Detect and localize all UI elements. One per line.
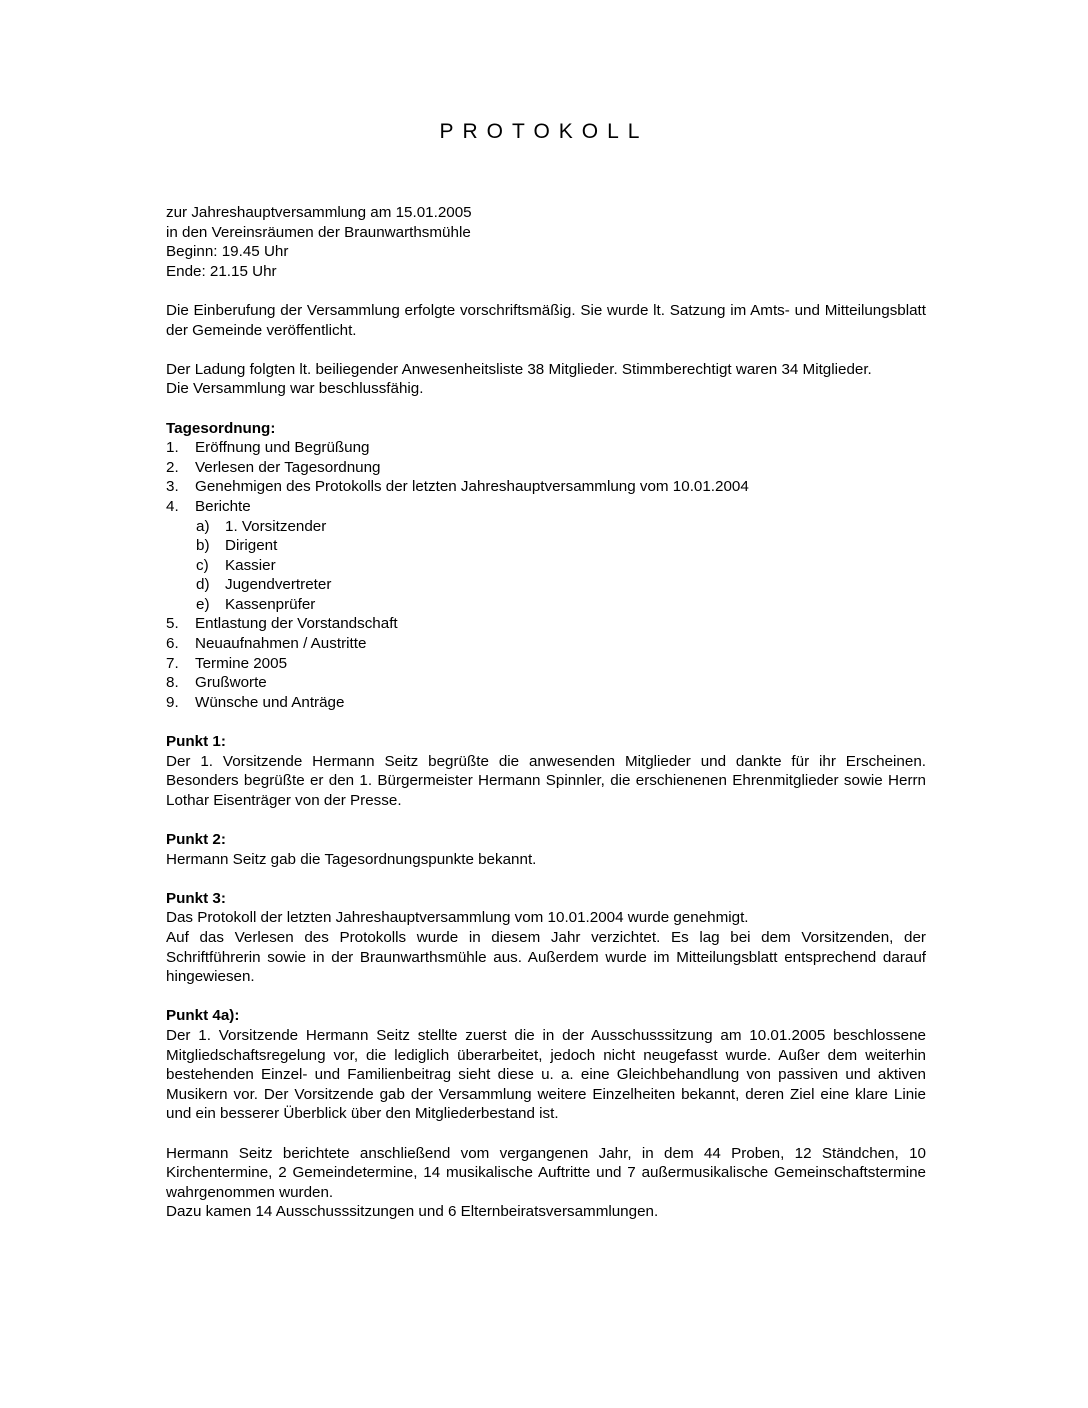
agenda-subitem-label: 1. Vorsitzender xyxy=(225,517,327,535)
spacer xyxy=(166,281,926,301)
agenda-item-number: 8. xyxy=(166,674,179,692)
agenda-item-label: Verlesen der Tagesordnung xyxy=(195,458,381,476)
header-line: Beginn: 19.45 Uhr xyxy=(166,243,289,261)
agenda-subitem xyxy=(196,575,926,595)
agenda-subitem-label: Jugendvertreter xyxy=(225,576,332,594)
agenda-item-label: Grußworte xyxy=(195,674,267,692)
document-body xyxy=(166,203,926,1222)
agenda-heading: Tagesordnung: xyxy=(166,419,276,437)
document-section xyxy=(166,889,926,987)
spacer xyxy=(166,712,926,732)
agenda-item xyxy=(166,654,926,674)
closing-paragraph: Hermann Seitz berichtete anschließend vom vergangenen Jahr, in dem 44 Proben, 12 Ständchen, 10 Kirchentermine, 2 Gemeindetermine, 14 musikalische Auftritte und 7 außermusikalische Gemeinschaftstermine wahrgenommen wurden. xyxy=(166,1144,926,1201)
section-heading: Punkt 1: xyxy=(166,733,226,751)
section-paragraph: Hermann Seitz gab die Tagesordnungspunkte bekannt. xyxy=(166,850,537,868)
section-paragraph: Auf das Verlesen des Protokolls wurde in diesem Jahr verzichtet. Es lag bei dem Vorsitzenden, der Schriftführerin sowie in der Braunwarthsmühle aus. Außerdem wurde im Mitteilungsblatt entsprechend darauf hingewiesen. xyxy=(166,928,926,986)
spacer xyxy=(166,399,926,419)
agenda-item xyxy=(166,614,926,634)
agenda-item xyxy=(166,438,926,458)
agenda-subitem-letter: d) xyxy=(196,576,210,594)
agenda-item-label: Berichte xyxy=(195,497,251,515)
agenda-item-number: 6. xyxy=(166,635,179,653)
agenda-item-label: Genehmigen des Protokolls der letzten Jahreshauptversammlung vom 10.01.2004 xyxy=(195,478,749,496)
document-section xyxy=(166,830,926,869)
section-paragraph: Das Protokoll der letzten Jahreshauptversammlung vom 10.01.2004 wurde genehmigt. xyxy=(166,909,749,927)
section-heading: Punkt 4a): xyxy=(166,1007,240,1025)
agenda-item-label: Wünsche und Anträge xyxy=(195,693,345,711)
agenda-subitem-letter: e) xyxy=(196,595,210,613)
section-paragraph: Der 1. Vorsitzende Hermann Seitz stellte zuerst die in der Ausschusssitzung am 10.01.2005 beschlossene Mitgliedschaftsregelung vor, die lediglich überarbeitet, jedoch nicht neugefasst wurde. Außer dem weiterhin bestehenden Einzel- und Familienbeitrag sieht diese u. a. eine Gleichbehandlung von passiven und aktiven Musikern vor. Der Vorsitzende gab der Versammlung weitere Einzelheiten bekannt, deren Ziel eine klare Linie und ein besserer Überblick über den Mitgliederbestand ist. xyxy=(166,1026,926,1123)
agenda-subitem-letter: c) xyxy=(196,556,209,574)
spacer xyxy=(166,810,926,830)
quorum-line: Die Versammlung war beschlussfähig. xyxy=(166,380,424,398)
agenda-item xyxy=(166,458,926,478)
page-title: protokoll xyxy=(439,112,649,145)
agenda-item-number: 2. xyxy=(166,458,179,476)
agenda-item-label: Neuaufnahmen / Austritte xyxy=(195,635,367,653)
spacer xyxy=(166,869,926,889)
agenda-subitem xyxy=(196,536,926,556)
agenda-subitem-letter: a) xyxy=(196,517,210,535)
agenda-subitem-label: Dirigent xyxy=(225,537,278,555)
attendance-paragraph: Der Ladung folgten lt. beiliegender Anwesenheitsliste 38 Mitglieder. Stimmberechtigt waren 34 Mitglieder. xyxy=(166,360,872,378)
section-paragraph: Der 1. Vorsitzende Hermann Seitz begrüßte die anwesenden Mitglieder und dankte für ihr Erscheinen. Besonders begrüßte er den 1. Bürgermeister Hermann Spinnler, die erschienenen Ehrenmitglieder sowie Herrn Lothar Eisenträger von der Presse. xyxy=(166,752,926,809)
spacer xyxy=(166,340,926,360)
agenda-item-number: 3. xyxy=(166,478,179,496)
intro-paragraph: Die Einberufung der Versammlung erfolgte vorschriftsmäßig. Sie wurde lt. Satzung im Amts- und Mitteilungsblatt der Gemeinde veröffentlicht. xyxy=(166,301,926,339)
spacer xyxy=(166,987,926,1007)
sections-container xyxy=(166,732,926,1143)
closing-line: Dazu kamen 14 Ausschusssitzungen und 6 Elternbeiratsversammlungen. xyxy=(166,1203,659,1221)
agenda-item-number: 1. xyxy=(166,439,179,457)
header-line: zur Jahreshauptversammlung am 15.01.2005 xyxy=(166,204,472,221)
spacer xyxy=(166,1124,926,1144)
agenda-item xyxy=(166,673,926,693)
agenda-subitem xyxy=(196,517,926,537)
agenda-item-number: 7. xyxy=(166,654,179,672)
agenda-subitem xyxy=(196,556,926,576)
meeting-header xyxy=(166,203,926,281)
agenda-item-number: 5. xyxy=(166,615,179,633)
header-line: in den Vereinsräumen der Braunwarthsmühle xyxy=(166,223,471,241)
agenda-item xyxy=(166,634,926,654)
header-line: Ende: 21.15 Uhr xyxy=(166,262,277,280)
agenda-item-label: Termine 2005 xyxy=(195,654,288,672)
document-section xyxy=(166,1006,926,1124)
document-section xyxy=(166,732,926,810)
agenda-subitem-label: Kassier xyxy=(225,556,276,574)
section-heading: Punkt 3: xyxy=(166,889,226,907)
agenda-item-number: 4. xyxy=(166,497,179,515)
agenda-item xyxy=(166,693,926,713)
agenda-subitem xyxy=(196,595,926,615)
agenda-item-number: 9. xyxy=(166,693,179,711)
agenda-item-label: Eröffnung und Begrüßung xyxy=(195,439,370,457)
agenda-item-label: Entlastung der Vorstandschaft xyxy=(195,615,398,633)
agenda-subitem-label: Kassenprüfer xyxy=(225,595,316,613)
agenda-item xyxy=(166,477,926,497)
agenda-item xyxy=(166,497,926,517)
agenda-subitem-letter: b) xyxy=(196,537,210,555)
agenda-subitem-list xyxy=(166,517,926,615)
agenda-list xyxy=(166,438,926,712)
section-heading: Punkt 2: xyxy=(166,831,226,848)
